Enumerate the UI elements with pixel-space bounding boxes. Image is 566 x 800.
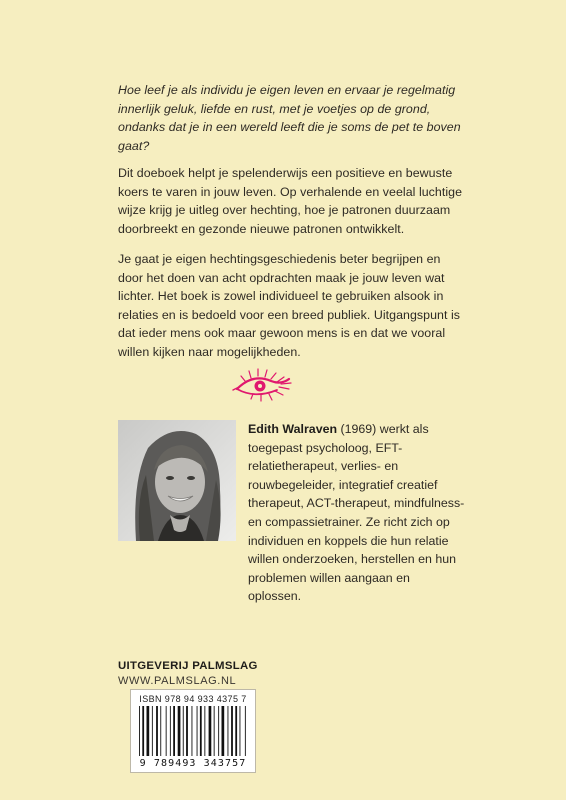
isbn-label: ISBN 978 94 933 4375 7 [139, 694, 247, 704]
barcode-bar [152, 706, 153, 756]
publisher-url[interactable]: WWW.PALMSLAG.NL [118, 675, 237, 687]
publisher-name: UITGEVERIJ PALMSLAG [118, 660, 258, 672]
barcode-bar [147, 706, 150, 756]
barcode-bar [156, 706, 158, 756]
barcode-bar [209, 706, 212, 756]
barcode-bar [228, 706, 229, 756]
barcode-bar [200, 706, 202, 756]
author-photo [118, 420, 236, 541]
barcode-bar [222, 706, 225, 756]
description-paragraph-2: Je gaat je eigen hechtingsgeschiedenis beter begrijpen en door het doen van acht opdrachten maak je jouw leven wat lichter. Het boek is zowel individueel te gebruiken alsook in relaties en is bedoeld voor een breed publiek. Uitgangspunt is dat ieder mens ook maar gewoon mens is en dat we vooral willen kijken naar mogelijkheden. [118, 252, 460, 359]
barcode-bar [139, 706, 140, 756]
barcode-bar [160, 706, 161, 756]
author-bio [248, 420, 466, 606]
barcode-bar [218, 706, 219, 756]
eye-icon [231, 365, 295, 405]
barcode-bar [204, 706, 205, 756]
barcode-bar [186, 706, 188, 756]
barcode-bar [245, 706, 246, 756]
barcode-bar [173, 706, 175, 756]
barcode-bar [235, 706, 237, 756]
barcode-bar [183, 706, 184, 756]
barcode [130, 689, 256, 773]
barcode-bar [197, 706, 198, 756]
description-paragraph-1: Dit doeboek helpt je spelenderwijs een positieve en bewuste koers te varen in jouw leven. Op verhalende en veelal luchtige wijze krijg je uitleg over hechting, hoe je patronen duurzaam doorbreekt en gezonde nieuwe patronen ontwikkelt. [118, 166, 463, 236]
barcode-bar [166, 706, 167, 756]
barcode-bar [214, 706, 215, 756]
barcode-digits: 9 789493 343757 [139, 758, 247, 769]
barcode-bar [142, 706, 144, 756]
barcode-bar [170, 706, 171, 756]
barcode-bar [231, 706, 233, 756]
author-name: Edith Walraven [248, 422, 338, 436]
barcode-bar [192, 706, 193, 756]
barcode-bars [137, 706, 251, 756]
intro-question: Hoe leef je als individu je eigen leven en ervaar je regelmatig innerlijk geluk, liefde en rust, met je voetjes op de grond, ondanks dat je in een wereld leeft die je soms de pet te boven gaat? [118, 83, 461, 153]
barcode-bar [240, 706, 241, 756]
author-bio-text: (1969) werkt als toegepast psycholoog, EFT-relatietherapeut, verlies- en rouwbegeleider, integratief creatief therapeut, ACT-therapeut, mindfulness- en compassietrainer. Ze richt zich op individuen en koppels die hun relatie willen onderzoeken, herstellen en hun problemen willen aangaan en oplossen. [248, 422, 465, 604]
barcode-bar [178, 706, 181, 756]
